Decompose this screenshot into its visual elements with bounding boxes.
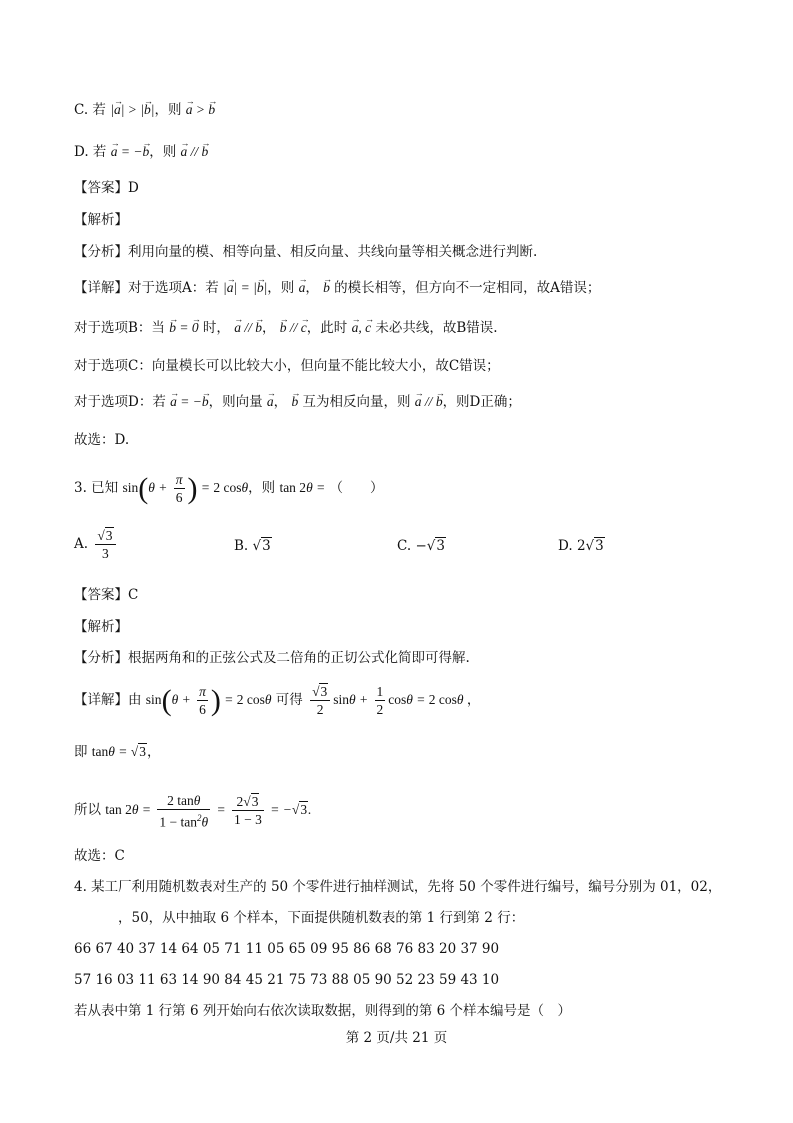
formula: → a // → b (415, 394, 443, 409)
q2-option-c: C. 若 |→ a| > |→ b|，则 → a > → b (74, 100, 215, 120)
q3-option-c: C. −√3 (397, 538, 445, 554)
q3-suoyi: 所以 tan 2θ = $\frac{2 \tan\theta}{1 - \tan^2\theta}$ = $\frac{2√3}{1 - 3}$ = −√3. (74, 792, 312, 830)
formula: tan 2θ = (279, 480, 326, 495)
formula: → a = −→ b (170, 394, 208, 409)
formula: −√3 (415, 538, 445, 554)
q4-stem-line1: 4. 某工厂利用随机数表对生产的 50 个零件进行抽样测试，先将 50 个零件进行编号，编号分别为 01，02， (74, 879, 722, 895)
formula: → a (299, 280, 306, 295)
q2-fenxi: 【分析】利用向量的模、相等向量、相反向量、共线向量等相关概念进行判断. (74, 244, 538, 260)
formula: tanθ = √3 (91, 744, 146, 759)
page-footer: 第 2 页/共 21 页 (345, 1030, 448, 1046)
formula: → a > → b (186, 102, 215, 117)
formula: → a, → c (352, 320, 372, 335)
q2-answer: 【答案】D (74, 180, 139, 196)
q4-question: 若从表中第 1 行第 6 列开始向右依次读取数据，则得到的第 6 个样本编号是（ ） (74, 1003, 572, 1019)
formula: 2√3 (576, 538, 604, 554)
q4-random-row-2: 57 16 03 11 63 14 90 84 45 21 75 73 88 05 90 52 23 59 43 10 (74, 972, 500, 988)
formula: sin(θ + $\frac{\pi}{6}$ ) = 2 cosθ (122, 471, 249, 506)
q2-option-d: D. 若 → a = −→ b，则 → a // → b (74, 142, 208, 162)
q3-option-a: A. $\frac{√3}{3}$ (74, 527, 119, 562)
formula: |→ a| = |→ b| (223, 280, 267, 295)
q4-stem-line2: ，50，从中抽取 6 个样本，下面提供随机数表的第 1 行到第 2 行： (118, 910, 525, 926)
q2-detail-b: 对于选项B：当 → b = → 0 时， → a // → b， → b // → c，此时 → a, → c 未必共线，故B错误. (74, 318, 498, 338)
q3-option-b: B. √3 (234, 538, 271, 554)
q3-option-d: D. 2√3 (558, 538, 604, 554)
formula: → b (323, 280, 330, 295)
q4-random-row-1: 66 67 40 37 14 64 05 71 11 05 65 09 95 86 68 76 83 20 37 90 (74, 941, 500, 957)
q3-choose: 故选：C (74, 848, 125, 864)
formula: → a (267, 394, 274, 409)
q3-analysis-tag: 【解析】 (74, 619, 128, 635)
q3-answer: 【答案】C (74, 587, 139, 603)
q3-fenxi: 【分析】根据两角和的正弦公式及二倍角的正切公式化简即可得解. (74, 650, 470, 666)
q3-detail: 【详解】由 sin(θ + $\frac{\pi}{6}$ ) = 2 cosθ 可得 $\frac{√3}{2}$ sinθ + $\frac{1}{2}$ cosθ = 2 cosθ ， (74, 683, 481, 718)
formula: |→ a| > |→ b| (110, 102, 154, 117)
q2-detail-d: 对于选项D：若 → a = −→ b，则向量 → a， → b 互为相反向量，则 → a // → b，则D正确； (74, 392, 521, 412)
formula: → a = −→ b (111, 144, 149, 159)
formula: → b (291, 394, 298, 409)
formula: $\frac{√3}{2}$ sinθ + $\frac{1}{2}$ cosθ = 2 cosθ (312, 684, 467, 718)
formula: → a // → b (181, 144, 209, 159)
formula: → a // → b (234, 320, 262, 335)
formula: → b = → 0 (169, 320, 198, 335)
q2-detail-c: 对于选项C：向量模长可以比较大小，但向量不能比较大小，故C错误； (74, 358, 500, 374)
formula: √3 (252, 538, 271, 554)
formula: sin(θ + $\frac{\pi}{6}$ ) = 2 cosθ (145, 683, 272, 718)
formula: $\frac{√3}{3}$ (95, 527, 115, 562)
q2-detail-a: 【详解】对于选项A：若 |→ a| = |→ b|，则 → a， → b 的模长相等，但方向不一定相同，故A错误； (74, 278, 600, 298)
q2-choose: 故选：D. (74, 432, 130, 448)
q3-ji: 即 tanθ = √3， (74, 744, 161, 760)
formula: tan 2θ = $\frac{2 \tan\theta}{1 - \tan^2\theta}$ = $\frac{2√3}{1 - 3}$ = −√3. (105, 792, 312, 830)
q3-stem: 3. 已知 sin(θ + $\frac{\pi}{6}$ ) = 2 cosθ，则 tan 2θ = （ ） (74, 471, 384, 506)
formula: → b // → c (280, 320, 307, 335)
q2-analysis-tag: 【解析】 (74, 212, 128, 228)
